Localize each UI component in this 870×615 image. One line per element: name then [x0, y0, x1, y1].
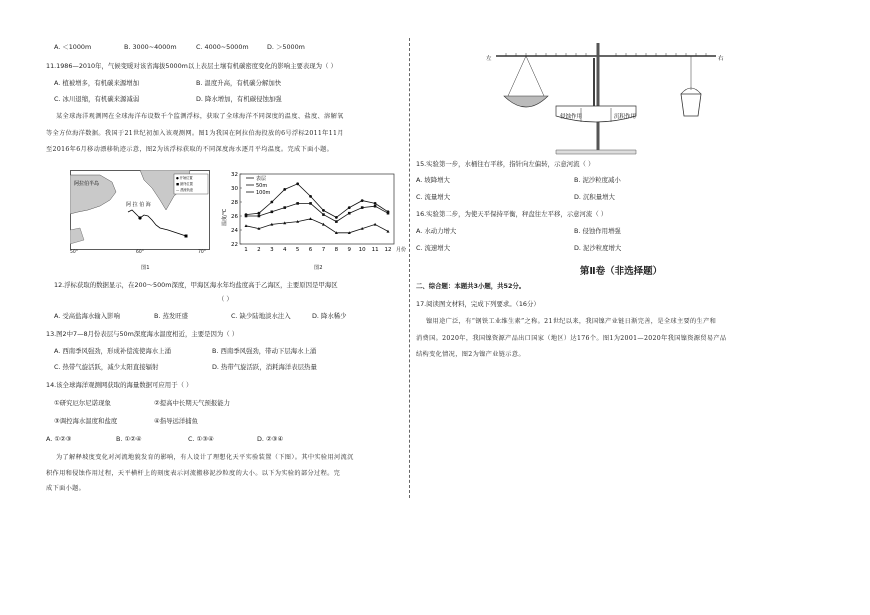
q12-option-d[interactable]: D. 降水稀少: [312, 312, 347, 320]
q11-option-b[interactable]: B. 温度升高，有机碳分解加快: [196, 79, 282, 87]
data-point: [258, 215, 261, 218]
x-tick-label: 6: [308, 247, 313, 253]
q12-option-c[interactable]: C. 缺少陆地淡水注入: [231, 312, 291, 320]
left-label: 左: [486, 56, 492, 62]
q14-stem: 14.该全球海洋观测网获取的海量数据可应用于（ ）: [46, 381, 193, 389]
figure-1-map: [70, 170, 210, 260]
q14-option-c[interactable]: C. ①③④: [188, 435, 214, 443]
data-point: [348, 206, 351, 209]
experiment-line: 积作用和侵蚀作用过程，天平横杆上的刻度表示河流搬移泥沙粒度的大小。以下为实验的部分过程。完: [46, 469, 341, 477]
data-point: [309, 195, 312, 198]
data-point: [374, 205, 377, 208]
q12-option-a[interactable]: A. 受高盐海水输入影响: [54, 312, 120, 320]
x-tick-label: 3: [270, 247, 274, 253]
x-tick-label: 11: [371, 247, 379, 253]
data-point: [322, 209, 325, 212]
y-tick-label: 28: [231, 200, 238, 206]
deposition-label: 沉积作用: [614, 114, 637, 120]
y-tick-label: 22: [231, 242, 238, 248]
sediment-pan: [504, 96, 548, 107]
scale-base: [556, 150, 636, 154]
q15-stem: 15.实验第一步，水桶往右平移，指针向左偏转，示意河流（ ）: [416, 160, 595, 168]
q14-item: ④指导远洋捕鱼: [154, 417, 199, 425]
data-point: [335, 216, 338, 219]
data-point: [322, 213, 325, 216]
q10-option-d[interactable]: D. ＞5000m: [267, 43, 305, 51]
end-position-marker: [185, 235, 188, 238]
water-bucket: [681, 94, 701, 116]
data-point: [271, 211, 274, 214]
temperature-line-chart: [218, 166, 408, 258]
figure-2-caption: 图2: [314, 265, 323, 271]
q11-stem: 11.1986—2010年，气候变暖对该省海拔5000m以上表层土壤有机碳密度变化的影响主要表现为（ ）: [46, 62, 337, 70]
q16-option-c[interactable]: C. 流速增大: [416, 244, 451, 252]
x-tick-label: 5: [295, 247, 300, 253]
x-tick-label: 9: [347, 247, 352, 253]
q10-option-c[interactable]: C. 4000~5000m: [196, 43, 249, 51]
region-label: 阿拉伯半岛: [74, 181, 100, 187]
data-point: [245, 215, 248, 218]
data-point: [283, 188, 286, 191]
q13-option-d[interactable]: D. 热带气旋活跃，消耗海洋表层热量: [212, 363, 317, 371]
balance-scale-diagram: [486, 38, 726, 156]
lon-tick: 60°: [136, 250, 144, 255]
map-svg: [70, 170, 210, 250]
q13-stem: 13.图2中7—8月份表层与50m深度海水温度相近，主要是因为（ ）: [46, 330, 239, 338]
q13-option-c[interactable]: C. 热带气旋活跃，减少太阳直接辐射: [54, 363, 159, 371]
data-point: [309, 202, 312, 205]
intro-paragraph: [46, 113, 404, 155]
data-point: [335, 220, 338, 223]
q12-paren: （ ）: [218, 295, 233, 303]
data-point: [374, 202, 377, 205]
y-axis-label: 温度/℃: [222, 208, 228, 226]
figure-1-caption: 图1: [141, 265, 150, 271]
q11-option-a[interactable]: A. 植被增多，有机碳来源增加: [54, 79, 140, 87]
x-tick-label: 7: [321, 247, 326, 253]
q16-option-a[interactable]: A. 水动力增大: [416, 227, 457, 235]
legend-label: 表层: [256, 176, 267, 182]
experiment-intro: [46, 454, 404, 494]
figure-2-chart: [218, 166, 408, 258]
column-divider: [409, 38, 410, 498]
q14-item: ②提高中长期天气预报能力: [154, 399, 231, 407]
y-tick-label: 30: [231, 186, 238, 192]
q14-option-a[interactable]: A. ①②③: [46, 435, 72, 443]
intro-line: 等全方位海洋数据。我国于21世纪初加入该观测网。图1为我国在阿拉伯海投放的6号浮标2011年11月: [46, 129, 344, 137]
lon-tick: 70°: [198, 250, 206, 255]
q15-option-a[interactable]: A. 坡降增大: [416, 176, 450, 184]
legend-track: — 漂流轨迹: [176, 188, 193, 192]
erosion-label: 侵蚀作用: [560, 114, 583, 120]
data-point: [387, 212, 390, 215]
data-point: [361, 199, 364, 202]
q14-option-b[interactable]: B. ①②④: [116, 435, 142, 443]
x-tick-label: 2: [257, 247, 261, 253]
q17-stem: 17.阅读图文材料，完成下列要求。（16分）: [416, 300, 540, 308]
q11-option-d[interactable]: D. 降水增加，有机碳侵蚀加强: [196, 95, 282, 103]
experiment-line: 成下面小题。: [46, 485, 86, 493]
legend-end: ■ 最终位置: [176, 182, 193, 186]
x-tick-label: 12: [384, 247, 392, 253]
right-label: 右: [718, 56, 724, 62]
q13-option-a[interactable]: A. 西南季风强劲，形成补偿流使海水上涌: [54, 347, 171, 355]
data-point: [270, 201, 273, 204]
q14-option-d[interactable]: D. ②③④: [257, 435, 284, 443]
y-tick-label: 24: [231, 228, 238, 234]
section-title: 第Ⅱ卷（非选择题）: [579, 266, 663, 277]
data-point: [296, 202, 299, 205]
data-point: [283, 206, 286, 209]
data-point: [296, 182, 299, 185]
q11-option-c[interactable]: C. 冰川退缩，有机碳来源减弱: [54, 95, 140, 103]
q12-stem: 12.浮标获取的数据显示，在200～500m深度，甲海区海水年均盐度高于乙海区，主要原因是甲海区: [54, 281, 338, 289]
q10-option-a[interactable]: A. ＜1000m: [54, 43, 92, 51]
q15-option-d[interactable]: D. 沉积量增大: [574, 193, 615, 201]
y-tick-label: 32: [231, 172, 238, 178]
lon-tick: 50°: [70, 250, 78, 255]
x-axis-label: 月份: [396, 247, 407, 253]
q17-line: 镍用途广泛，有“钢铁工业维生素”之称。21世纪以来，我国镍产业链日渐完善，是全球主要的生产和: [426, 318, 717, 325]
q17-material: [416, 318, 826, 360]
q16-stem: 16.实验第二步，为使天平保持平衡，秤盘往左平移，示意河流（ ）: [416, 210, 608, 218]
q16-option-b[interactable]: B. 侵蚀作用增强: [574, 227, 621, 235]
q15-option-c[interactable]: C. 流量增大: [416, 193, 451, 201]
part2-heading: 二、综合题：本题共3小题，共52分。: [416, 282, 526, 290]
start-position-marker: [138, 216, 141, 219]
data-point: [361, 206, 364, 209]
q15-option-b[interactable]: B. 泥沙粒度减小: [574, 176, 621, 184]
q12-option-b[interactable]: B. 蒸发旺盛: [154, 312, 189, 320]
q17-line: 消费国。2020年，我国镍资源产品出口国家（地区）达176个。图1为2001—2020年我国镍资源贸易产品: [416, 334, 727, 342]
x-tick-label: 4: [282, 247, 287, 253]
legend-label: 100m: [256, 190, 271, 196]
q16-option-d[interactable]: D. 泥沙粒度增大: [574, 244, 622, 252]
x-tick-label: 8: [334, 247, 339, 253]
q14-item: ①研究厄尔尼诺现象: [54, 399, 111, 407]
y-tick-label: 26: [231, 214, 238, 220]
x-tick-label: 10: [358, 247, 366, 253]
legend-label: 50m: [256, 183, 268, 189]
q13-option-b[interactable]: B. 西南季风强劲，带动下层海水上涌: [212, 347, 317, 355]
q10-option-b[interactable]: B. 3000~4000m: [124, 43, 177, 51]
q17-line: 结构变化情况，图2为镍产业链示意。: [416, 351, 525, 359]
intro-line: 某全球海洋观测网在全球海洋布设数千个监测浮标，获取了全球海洋不同深度的温度、盐度、溶解氧: [56, 113, 344, 120]
q14-item: ③调控海水温度和盐度: [54, 417, 118, 425]
experiment-line: 为了解释坡度变化对河流地貌发育的影响，有人设计了理想化天平实验装置（下图）。其中实验用河流沉: [56, 454, 354, 461]
scale-svg: [486, 38, 726, 156]
legend-start: ● 开始位置: [176, 176, 193, 180]
data-point: [258, 212, 261, 215]
sea-label: 阿 拉 伯 海: [126, 202, 151, 208]
data-point: [348, 212, 351, 215]
intro-line: 至2016年6月移动漂移轨迹示意，图2为该浮标获取的不同深度海水逐月平均温度。完成下面小题。: [46, 146, 334, 154]
x-tick-label: 1: [244, 247, 248, 253]
